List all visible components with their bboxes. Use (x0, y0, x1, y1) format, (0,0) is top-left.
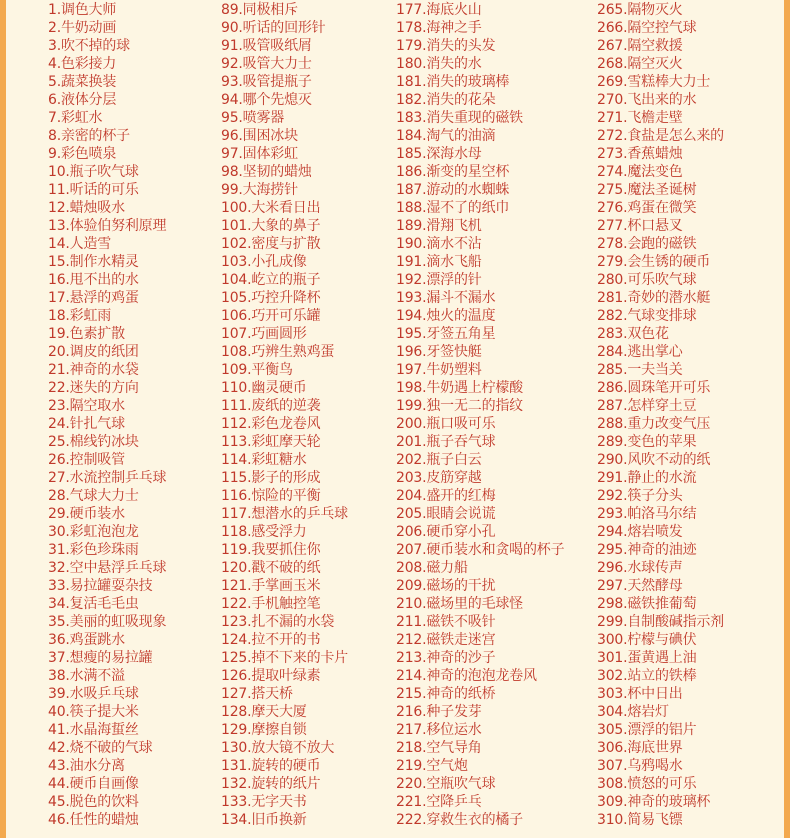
list-item: 296.水球传声 (597, 560, 683, 576)
list-item: 215.神奇的纸桥 (396, 686, 496, 702)
list-item: 201.瓶子吞气球 (396, 434, 496, 450)
list-item: 22.迷失的方向 (48, 380, 139, 396)
list-item: 123.扎不漏的水袋 (221, 614, 335, 630)
list-item: 37.想瘦的易拉罐 (48, 650, 153, 666)
list-item: 124.拉不开的书 (221, 632, 321, 648)
list-item: 21.神奇的水袋 (48, 362, 139, 378)
list-item: 42.烧不破的气球 (48, 740, 153, 756)
list-item: 270.飞出来的水 (597, 92, 697, 108)
list-item: 298.磁铁推葡萄 (597, 596, 697, 612)
list-item: 308.愤怒的可乐 (597, 776, 697, 792)
list-item: 217.移位运水 (396, 722, 482, 738)
list-item: 100.大米看日出 (221, 200, 321, 216)
list-item: 309.神奇的玻璃杯 (597, 794, 711, 810)
list-item: 179.消失的头发 (396, 38, 496, 54)
list-item: 306.海底世界 (597, 740, 683, 756)
list-item: 211.磁铁不吸针 (396, 614, 496, 630)
list-item: 94.哪个先熄灭 (221, 92, 312, 108)
list-item: 210.磁场里的毛球怪 (396, 596, 523, 612)
list-item: 4.色彩接力 (48, 56, 117, 72)
list-item: 119.我要抓住你 (221, 542, 321, 558)
list-item: 191.滴水飞船 (396, 254, 482, 270)
list-item: 209.磁场的干扰 (396, 578, 496, 594)
list-item: 208.磁力船 (396, 560, 468, 576)
list-item: 293.帕洛马尔结 (597, 506, 697, 522)
list-item: 8.亲密的杯子 (48, 128, 130, 144)
list-item: 279.会生锈的硬币 (597, 254, 711, 270)
list-item: 5.蔬菜换装 (48, 74, 117, 90)
list-item: 205.眼睛会说谎 (396, 506, 496, 522)
list-item: 43.油水分离 (48, 758, 125, 774)
list-item: 300.柠檬与碘伏 (597, 632, 697, 648)
list-item: 99.大海捞针 (221, 182, 298, 198)
list-item: 178.海神之手 (396, 20, 482, 36)
list-item: 103.小孔成像 (221, 254, 307, 270)
list-item: 2.牛奶动画 (48, 20, 117, 36)
list-item: 291.静止的水流 (597, 470, 697, 486)
list-item: 10.瓶子吹气球 (48, 164, 139, 180)
list-item: 45.脱色的饮料 (48, 794, 139, 810)
list-item: 121.手掌画玉米 (221, 578, 321, 594)
list-item: 278.会跑的磁铁 (597, 236, 697, 252)
list-item: 16.甩不出的水 (48, 272, 139, 288)
list-item: 221.空降乒乓 (396, 794, 482, 810)
list-column-2 (221, 1, 348, 829)
list-item: 207.硬币装水和贪喝的杯子 (396, 542, 565, 558)
list-item: 44.硬币自画像 (48, 776, 139, 792)
list-item: 216.种子发芽 (396, 704, 482, 720)
list-item: 310.简易飞镖 (597, 812, 683, 828)
list-item: 133.无字天书 (221, 794, 307, 810)
list-item: 272.食盐是怎么来的 (597, 128, 724, 144)
list-item: 3.吹不掉的球 (48, 38, 130, 54)
list-item: 190.滴水不沾 (396, 236, 482, 252)
list-item: 222.穿救生衣的橘子 (396, 812, 523, 828)
list-item: 111.废纸的逆袭 (221, 398, 321, 414)
list-item: 13.体验伯努利原理 (48, 218, 167, 234)
list-item: 96.围困冰块 (221, 128, 298, 144)
list-item: 114.彩虹糖水 (221, 452, 307, 468)
list-item: 15.制作水精灵 (48, 254, 139, 270)
list-item: 18.彩虹雨 (48, 308, 112, 324)
list-item: 305.漂浮的铝片 (597, 722, 697, 738)
list-item: 189.滑翔飞机 (396, 218, 482, 234)
experiment-list-card (6, 0, 784, 838)
list-item: 177.海底火山 (396, 2, 482, 18)
list-item: 265.隔物灭火 (597, 2, 683, 18)
list-item: 285.一夫当关 (597, 362, 683, 378)
list-item: 25.棉线钓冰块 (48, 434, 139, 450)
list-item: 14.人造雪 (48, 236, 112, 252)
list-item: 1.调色大师 (48, 2, 117, 18)
list-item: 301.蛋黄遇上油 (597, 650, 697, 666)
list-item: 183.消失重现的磁铁 (396, 110, 523, 126)
list-column-4 (597, 1, 724, 829)
list-item: 299.自制酸碱指示剂 (597, 614, 724, 630)
list-item: 126.提取叶绿素 (221, 668, 321, 684)
list-item: 297.天然酵母 (597, 578, 683, 594)
list-item: 41.水晶海蜇丝 (48, 722, 139, 738)
list-item: 26.控制吸管 (48, 452, 125, 468)
list-item: 290.风吹不动的纸 (597, 452, 711, 468)
list-item: 104.屹立的瓶子 (221, 272, 321, 288)
list-item: 202.瓶子白云 (396, 452, 482, 468)
list-item: 269.雪糕棒大力士 (597, 74, 711, 90)
list-item: 125.掉不下来的卡片 (221, 650, 348, 666)
list-item: 89.同极相斥 (221, 2, 298, 18)
list-item: 267.隔空救援 (597, 38, 683, 54)
list-item: 280.可乐吹气球 (597, 272, 697, 288)
list-item: 120.戳不破的纸 (221, 560, 321, 576)
list-item: 17.悬浮的鸡蛋 (48, 290, 139, 306)
list-item: 288.重力改变气压 (597, 416, 711, 432)
list-item: 107.巧画圆形 (221, 326, 307, 342)
list-item: 302.站立的铁棒 (597, 668, 697, 684)
list-item: 97.固体彩虹 (221, 146, 298, 162)
list-item: 283.双色花 (597, 326, 669, 342)
list-item: 206.硬币穿小孔 (396, 524, 496, 540)
list-item: 6.液体分层 (48, 92, 117, 108)
list-item: 122.手机触控笔 (221, 596, 321, 612)
list-item: 98.坚韧的蜡烛 (221, 164, 312, 180)
list-column-3 (396, 1, 564, 829)
list-item: 212.磁铁走迷宫 (396, 632, 496, 648)
list-item: 129.摩擦自锁 (221, 722, 307, 738)
list-item: 292.筷子分头 (597, 488, 683, 504)
list-item: 134.旧币换新 (221, 812, 307, 828)
list-item: 193.漏斗不漏水 (396, 290, 496, 306)
list-item: 268.隔空灭火 (597, 56, 683, 72)
list-item: 304.熔岩灯 (597, 704, 669, 720)
list-item: 131.旋转的硬币 (221, 758, 321, 774)
list-item: 105.巧控升降杯 (221, 290, 321, 306)
list-item: 276.鸡蛋在微笑 (597, 200, 697, 216)
list-item: 303.杯中日出 (597, 686, 683, 702)
list-item: 194.烛火的温度 (396, 308, 496, 324)
list-item: 91.吸管吸纸屑 (221, 38, 312, 54)
list-item: 199.独一无二的指纹 (396, 398, 523, 414)
list-item: 19.色素扩散 (48, 326, 125, 342)
list-item: 39.水吸乒乓球 (48, 686, 139, 702)
list-item: 30.彩虹泡泡龙 (48, 524, 139, 540)
list-item: 11.听话的可乐 (48, 182, 139, 198)
list-item: 128.摩天大厦 (221, 704, 307, 720)
list-item: 275.魔法圣诞树 (597, 182, 697, 198)
list-item: 184.淘气的油滴 (396, 128, 496, 144)
list-item: 93.吸管提瓶子 (221, 74, 312, 90)
list-item: 95.喷雾器 (221, 110, 285, 126)
list-item: 31.彩色珍珠雨 (48, 542, 139, 558)
list-item: 92.吸管大力士 (221, 56, 312, 72)
list-item: 27.水流控制乒乓球 (48, 470, 167, 486)
list-item: 182.消失的花朵 (396, 92, 496, 108)
list-item: 271.飞檐走壁 (597, 110, 683, 126)
list-item: 196.牙签快艇 (396, 344, 482, 360)
list-item: 90.听话的回形针 (221, 20, 326, 36)
list-item: 35.美丽的虹吸现象 (48, 614, 167, 630)
list-item: 282.气球变排球 (597, 308, 697, 324)
list-item: 33.易拉罐耍杂技 (48, 578, 153, 594)
list-item: 118.感受浮力 (221, 524, 307, 540)
list-item: 198.牛奶遇上柠檬酸 (396, 380, 523, 396)
list-item: 273.香蕉蜡烛 (597, 146, 683, 162)
list-item: 127.搭天桥 (221, 686, 293, 702)
list-item: 20.调皮的纸团 (48, 344, 139, 360)
list-item: 102.密度与扩散 (221, 236, 321, 252)
list-item: 36.鸡蛋跳水 (48, 632, 125, 648)
list-item: 29.硬币装水 (48, 506, 125, 522)
list-item: 197.牛奶塑料 (396, 362, 482, 378)
list-item: 112.彩色龙卷风 (221, 416, 321, 432)
list-item: 295.神奇的油迹 (597, 542, 697, 558)
list-item: 203.皮筋穿越 (396, 470, 482, 486)
list-item: 277.杯口悬叉 (597, 218, 683, 234)
list-item: 204.盛开的红梅 (396, 488, 496, 504)
list-item: 200.瓶口吸可乐 (396, 416, 496, 432)
list-item: 192.漂浮的针 (396, 272, 482, 288)
list-item: 46.任性的蜡烛 (48, 812, 139, 828)
list-item: 284.逃出掌心 (597, 344, 683, 360)
list-item: 218.空气导角 (396, 740, 482, 756)
list-item: 181.消失的玻璃棒 (396, 74, 510, 90)
list-item: 115.影子的形成 (221, 470, 321, 486)
list-item: 106.巧开可乐罐 (221, 308, 321, 324)
list-item: 34.复活毛毛虫 (48, 596, 139, 612)
list-item: 266.隔空控气球 (597, 20, 697, 36)
list-item: 109.平衡鸟 (221, 362, 293, 378)
list-item: 213.神奇的沙子 (396, 650, 496, 666)
list-item: 294.熔岩喷发 (597, 524, 683, 540)
list-item: 287.怎样穿土豆 (597, 398, 697, 414)
list-item: 186.渐变的星空杯 (396, 164, 510, 180)
list-item: 38.水满不溢 (48, 668, 125, 684)
list-item: 274.魔法变色 (597, 164, 683, 180)
list-item: 24.针扎气球 (48, 416, 125, 432)
list-item: 185.深海水母 (396, 146, 482, 162)
list-item: 12.蜡烛吸水 (48, 200, 125, 216)
list-item: 101.大象的鼻子 (221, 218, 321, 234)
list-item: 220.空瓶吹气球 (396, 776, 496, 792)
list-item: 9.彩色喷泉 (48, 146, 117, 162)
list-item: 281.奇妙的潜水艇 (597, 290, 711, 306)
list-item: 110.幽灵硬币 (221, 380, 307, 396)
list-item: 180.消失的水 (396, 56, 482, 72)
list-item: 195.牙签五角星 (396, 326, 496, 342)
list-item: 214.神奇的泡泡龙卷风 (396, 668, 537, 684)
list-item: 187.游动的水蜘蛛 (396, 182, 510, 198)
list-item: 307.乌鸦喝水 (597, 758, 683, 774)
list-item: 117.想潜水的乒乓球 (221, 506, 348, 522)
list-item: 23.隔空取水 (48, 398, 125, 414)
list-column-1 (48, 1, 166, 829)
list-item: 132.旋转的纸片 (221, 776, 321, 792)
list-item: 116.惊险的平衡 (221, 488, 321, 504)
list-item: 219.空气炮 (396, 758, 468, 774)
list-item: 32.空中悬浮乒乓球 (48, 560, 167, 576)
list-item: 40.筷子提大米 (48, 704, 139, 720)
list-item: 130.放大镜不放大 (221, 740, 335, 756)
list-item: 113.彩虹摩天轮 (221, 434, 321, 450)
list-item: 28.气球大力士 (48, 488, 139, 504)
list-item: 188.湿不了的纸巾 (396, 200, 510, 216)
list-item: 108.巧辨生熟鸡蛋 (221, 344, 335, 360)
list-item: 7.彩虹水 (48, 110, 103, 126)
list-item: 289.变色的苹果 (597, 434, 697, 450)
list-item: 286.圆珠笔开可乐 (597, 380, 711, 396)
